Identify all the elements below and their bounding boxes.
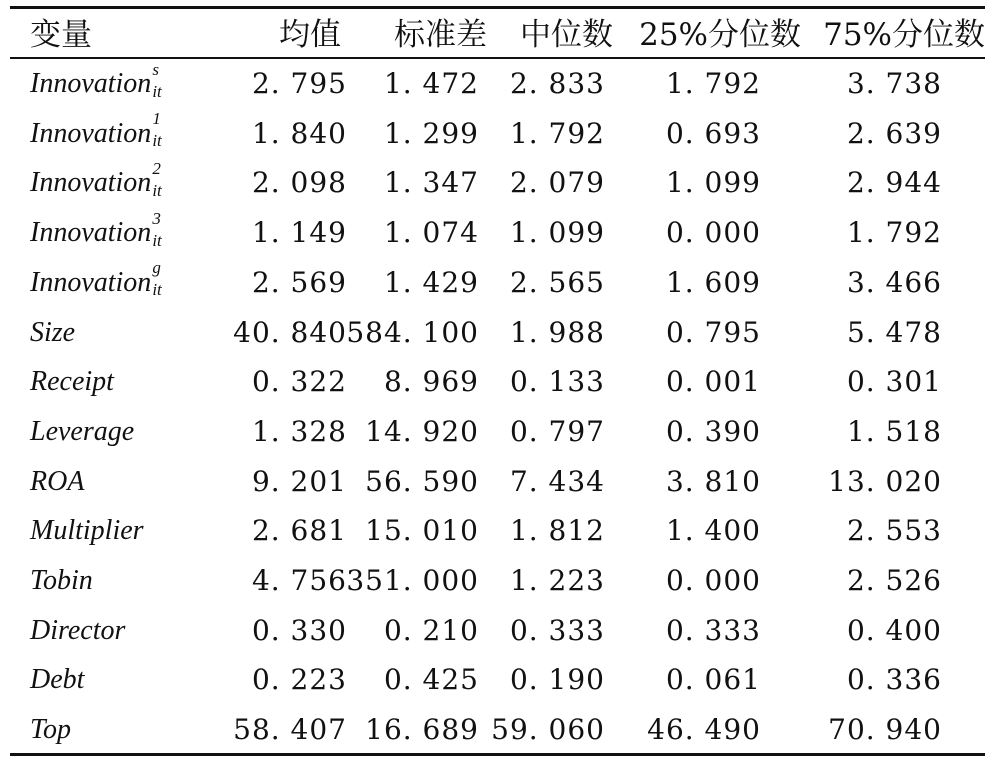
mean-value: 0. 223 xyxy=(251,663,347,697)
p75-value: 3. 466 xyxy=(846,265,942,299)
header-median: 中位数 xyxy=(520,17,613,53)
variable-name xyxy=(30,109,166,159)
variable-script xyxy=(152,158,166,205)
bottom-rule xyxy=(10,753,985,756)
superscript: g xyxy=(152,258,161,278)
variable-name xyxy=(30,357,114,407)
median-value: 0. 333 xyxy=(509,613,605,647)
superscript: s xyxy=(152,59,159,79)
variable-name xyxy=(30,59,166,109)
median-value: 1. 099 xyxy=(509,216,605,250)
variable-name xyxy=(30,158,166,208)
variable-label: Leverage xyxy=(30,415,135,447)
table-row xyxy=(10,655,985,705)
subscript: it xyxy=(152,230,162,250)
std-value: 8. 969 xyxy=(383,365,479,399)
variable-label: Multiplier xyxy=(30,515,144,547)
superscript: 2 xyxy=(152,158,161,178)
p75-value: 13. 020 xyxy=(828,464,942,498)
subscript: it xyxy=(152,180,162,200)
variable-name xyxy=(30,556,93,606)
p75-value: 70. 940 xyxy=(828,713,942,747)
p25-value: 1. 609 xyxy=(665,265,761,299)
p75-value: 0. 301 xyxy=(846,365,942,399)
std-value: 1. 429 xyxy=(383,265,479,299)
variable-label: Innovation xyxy=(30,117,152,149)
std-value: 14. 920 xyxy=(365,414,479,448)
variable-script xyxy=(152,109,166,155)
p25-value: 1. 400 xyxy=(665,514,761,548)
top-rule xyxy=(10,6,985,9)
p75-value: 5. 478 xyxy=(846,315,942,349)
p25-value: 0. 390 xyxy=(665,414,761,448)
table-row xyxy=(10,506,985,556)
superscript: 1 xyxy=(152,109,161,129)
variable-label: Tobin xyxy=(30,565,93,596)
p25-value: 3. 810 xyxy=(665,464,761,498)
std-value: 1. 074 xyxy=(383,216,479,250)
mean-value: 2. 681 xyxy=(251,514,347,548)
mean-value: 9. 201 xyxy=(251,464,347,498)
variable-script xyxy=(152,258,166,304)
subscript: it xyxy=(152,81,162,101)
superscript: 3 xyxy=(152,208,161,228)
p25-value: 46. 490 xyxy=(647,713,761,747)
variable-label: Debt xyxy=(30,664,85,696)
std-value: 16. 689 xyxy=(365,713,479,747)
table-row xyxy=(10,158,985,208)
std-value: 1. 472 xyxy=(383,67,479,100)
variable-name xyxy=(30,407,134,457)
p25-value: 0. 693 xyxy=(665,116,761,150)
mean-value: 1. 840 xyxy=(251,116,347,150)
variable-label: Receipt xyxy=(30,366,114,398)
p25-value: 0. 001 xyxy=(665,365,761,399)
variable-name xyxy=(30,457,84,507)
p75-value: 1. 518 xyxy=(846,414,942,448)
std-value: 0. 425 xyxy=(383,663,479,697)
mean-value: 4. 756 xyxy=(251,564,347,597)
header-std: 标准差 xyxy=(394,17,487,53)
std-value: 351. 000 xyxy=(346,564,479,597)
variable-label: Innovation xyxy=(30,217,152,249)
table-row xyxy=(10,357,985,407)
header-p75: 75%分位数 xyxy=(823,17,985,53)
p25-value: 0. 333 xyxy=(665,613,761,647)
table-row xyxy=(10,705,985,755)
std-value: 1. 299 xyxy=(383,116,479,150)
p75-value: 3. 738 xyxy=(846,67,942,100)
p75-value: 0. 400 xyxy=(846,613,942,647)
std-value: 584. 100 xyxy=(346,315,479,349)
variable-name xyxy=(30,606,125,656)
p25-value: 1. 099 xyxy=(665,166,761,200)
p25-value: 1. 792 xyxy=(665,67,761,100)
std-value: 15. 010 xyxy=(365,514,479,548)
table-row xyxy=(10,258,985,308)
p75-value: 1. 792 xyxy=(846,216,942,250)
mean-value: 0. 322 xyxy=(251,365,347,399)
median-value: 0. 190 xyxy=(509,663,605,697)
mean-value: 2. 569 xyxy=(251,265,347,299)
mean-value: 2. 795 xyxy=(251,67,347,100)
table-row xyxy=(10,457,985,507)
table-row xyxy=(10,308,985,358)
mean-value: 40. 840 xyxy=(233,315,347,349)
mean-value: 1. 328 xyxy=(251,414,347,448)
subscript: it xyxy=(152,280,162,300)
variable-name xyxy=(30,655,84,705)
table-row xyxy=(10,59,985,109)
p25-value: 0. 000 xyxy=(665,216,761,250)
mean-value: 58. 407 xyxy=(233,713,347,747)
variable-name xyxy=(30,506,144,556)
median-value: 1. 812 xyxy=(509,514,605,548)
median-value: 0. 133 xyxy=(509,365,605,399)
variable-label: Innovation xyxy=(30,266,152,298)
std-value: 56. 590 xyxy=(365,464,479,498)
mean-value: 2. 098 xyxy=(251,166,347,200)
p75-value: 0. 336 xyxy=(846,663,942,697)
median-value: 2. 833 xyxy=(509,67,605,100)
table-row xyxy=(10,109,985,159)
table-row xyxy=(10,208,985,258)
median-value: 7. 434 xyxy=(509,464,605,498)
p25-value: 0. 000 xyxy=(665,564,761,597)
p75-value: 2. 639 xyxy=(846,116,942,150)
header-p25: 25%分位数 xyxy=(639,17,801,53)
table-row xyxy=(10,407,985,457)
p75-value: 2. 526 xyxy=(846,564,942,597)
variable-label: Top xyxy=(30,714,72,746)
header-mean: 均值 xyxy=(279,17,341,53)
std-value: 1. 347 xyxy=(383,166,479,200)
header-row xyxy=(10,10,985,60)
p75-value: 2. 553 xyxy=(846,514,942,548)
variable-name xyxy=(30,308,75,358)
std-value: 0. 210 xyxy=(383,613,479,647)
p75-value: 2. 944 xyxy=(846,166,942,200)
median-value: 2. 565 xyxy=(509,265,605,299)
variable-name xyxy=(30,705,71,755)
variable-label: Director xyxy=(30,614,126,646)
p25-value: 0. 061 xyxy=(665,663,761,697)
table-row xyxy=(10,606,985,656)
variable-label: ROA xyxy=(30,465,85,497)
median-value: 1. 792 xyxy=(509,116,605,150)
subscript: it xyxy=(152,131,162,151)
variable-name xyxy=(30,258,166,308)
median-value: 0. 797 xyxy=(509,414,605,448)
p25-value: 0. 795 xyxy=(665,315,761,349)
variable-script xyxy=(152,208,166,255)
variable-label: Innovation xyxy=(30,68,152,99)
mean-value: 1. 149 xyxy=(251,216,347,250)
median-value: 2. 079 xyxy=(509,166,605,200)
table-row xyxy=(10,556,985,606)
mean-value: 0. 330 xyxy=(251,613,347,647)
header-variable: 变量 xyxy=(30,17,92,53)
variable-label: Innovation xyxy=(30,167,152,199)
variable-name xyxy=(30,208,166,258)
variable-script xyxy=(152,59,166,106)
median-value: 1. 223 xyxy=(509,564,605,597)
variable-label: Size xyxy=(30,316,76,348)
median-value: 1. 988 xyxy=(509,315,605,349)
median-value: 59. 060 xyxy=(491,713,605,747)
